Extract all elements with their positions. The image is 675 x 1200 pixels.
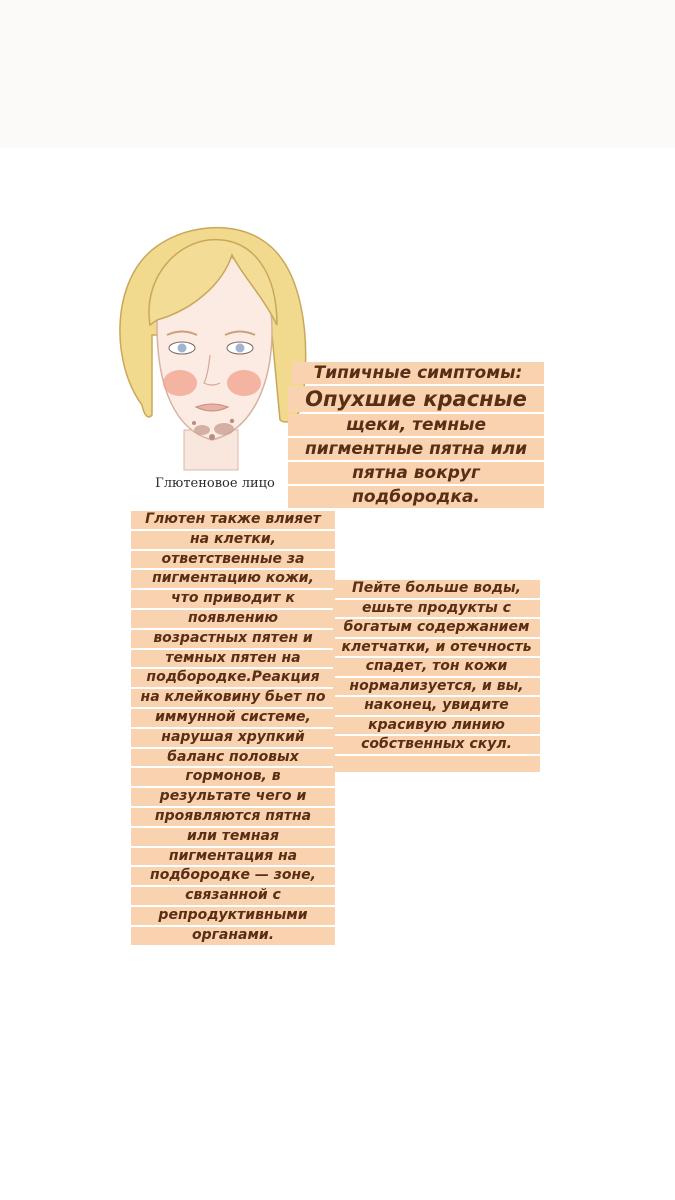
- advice-line: спадет, тон кожи: [333, 658, 540, 676]
- effects-line: гормонов, в: [131, 768, 335, 786]
- advice-line: клетчатки, и отечность: [333, 639, 540, 657]
- effects-line: ответственные за: [131, 551, 335, 569]
- advice-line: наконец, увидите: [333, 697, 540, 715]
- symptoms-line: Типичные симптомы:: [292, 362, 544, 384]
- effects-line: что приводит к: [131, 590, 335, 608]
- effects-line: результате чего и: [131, 788, 335, 806]
- symptoms-line: щеки, темные: [288, 414, 544, 436]
- gluten-effects-block: [131, 511, 335, 947]
- effects-line: на клетки,: [131, 531, 335, 549]
- effects-line: репродуктивными: [131, 907, 335, 925]
- effects-line: проявляются пятна: [131, 808, 335, 826]
- advice-trailing-bar: [333, 756, 540, 772]
- effects-line: органами.: [131, 927, 335, 945]
- symptoms-line: пигментные пятна или: [288, 438, 544, 460]
- effects-line: пигментация на: [131, 848, 335, 866]
- effects-line: подбородке.Реакция: [131, 669, 335, 687]
- symptoms-line: Опухшие красные: [288, 386, 544, 412]
- effects-line: возрастных пятен и: [131, 630, 335, 648]
- effects-line: на клейковину бьет по: [131, 689, 335, 707]
- effects-line: связанной с: [131, 887, 335, 905]
- face-drawing: [112, 215, 312, 495]
- advice-block: [333, 580, 540, 774]
- symptoms-block: [288, 362, 544, 510]
- top-band: [0, 0, 675, 148]
- effects-line: баланс половых: [131, 749, 335, 767]
- effects-line: иммунной системе,: [131, 709, 335, 727]
- effects-line: или темная: [131, 828, 335, 846]
- gluten-face-illustration: [112, 215, 312, 495]
- effects-line: Глютен также влияет: [131, 511, 335, 529]
- advice-line: красивую линию: [333, 717, 540, 735]
- effects-line: пигментацию кожи,: [131, 570, 335, 588]
- advice-line: богатым содержанием: [333, 619, 540, 637]
- effects-line: темных пятен на: [131, 650, 335, 668]
- symptoms-line: подбородка.: [288, 486, 544, 508]
- effects-line: появлению: [131, 610, 335, 628]
- effects-line: нарушая хрупкий: [131, 729, 335, 747]
- advice-line: собственных скул.: [333, 736, 540, 754]
- advice-line: Пейте больше воды,: [333, 580, 540, 598]
- illustration-caption: Глютеновое лицо: [155, 476, 275, 491]
- advice-line: нормализуется, и вы,: [333, 678, 540, 696]
- effects-line: подбородке — зоне,: [131, 867, 335, 885]
- symptoms-line: пятна вокруг: [288, 462, 544, 484]
- advice-line: ешьте продукты с: [333, 600, 540, 618]
